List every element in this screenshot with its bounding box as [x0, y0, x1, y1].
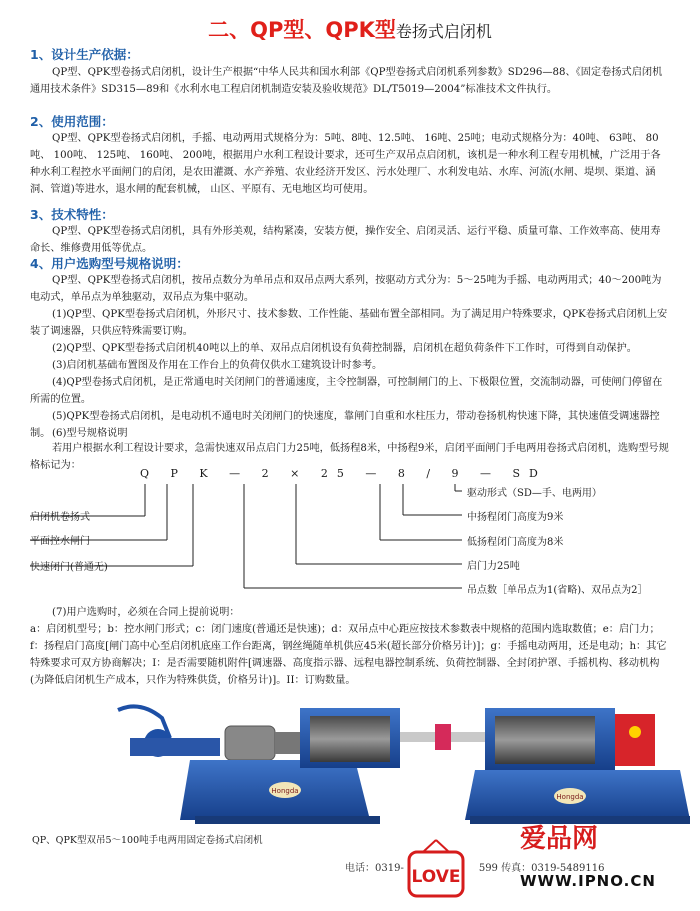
- section-2-text: QP型、QPK型卷扬式启闭机，手摇、电动两用式规格分为：5吨、8吨、12.5吨、 16吨、25吨；电动式规格分为：40吨、 63吨、 80吨、 100吨、 125吨、 160吨、 200吨，根据用户水利工程设计要求，还可生产双吊点启闭机，该机是一种水利工程专用机械，广泛用于各种水利工程控水平面闸门的启闭，是农田灌溉、水产养殖、农业经济开发区、污水处理厂、水利发电站、水库、河流(水闸、堤坝、渠道、涵洞、管道)等进水，退水闸的配套机械， 山区、平原有、无电地区均可使用。: [30, 133, 661, 195]
- section-4-item-7-text: a：启闭机型号；b：控水闸门形式；c：闭门速度(普通还是快速)；d：双吊点中心距应按技术参数表中规格的范围内选取数值；e：启门力；f：扬程启门高度[闸门高中心至启闭机底座工作台距离，钢丝绳随单机供应45米(超长部分价格另计)]；g：手摇电动两用，还是电动；h：其它特殊要求可双方协商解决；I：是否需要随机附件[调速器、高度指示器、远程电器控制系统、负荷控制器、全封闭护罩、手摇机构、移动机构(为降低启闭机生产成本，只作为特殊供货，价格另计)]。II：订购数量。: [30, 624, 667, 686]
- section-4-item-6-title: (6)型号规格说明: [52, 428, 128, 439]
- section-3-text: QP型、QPK型卷扬式启闭机，具有外形美观，结构紧凑，安装方便，操作安全、启闭灵活、运行平稳、质量可靠、工作效率高、使用寿命长、维修费用低等优点。: [30, 226, 661, 254]
- section-4-item-1: (1)QP型、QPK型卷扬式启闭机，外形尺寸、技术参数、工作性能、基础布置全部相同。为了满足用户特殊要求，QPK卷扬式启闭机上安装了调速器，只供应特殊需要订购。: [30, 309, 668, 337]
- brand-logo-text: 爱品网: [520, 824, 599, 854]
- love-badge-text: LOVE: [411, 867, 461, 887]
- code-label-left-1: 启闭机卷扬式: [30, 512, 90, 523]
- code-label-right-2: 中扬程闭门高度为9米: [467, 512, 564, 523]
- nameplate-left: Hongda: [271, 787, 299, 795]
- title-sub: 卷扬式启闭机: [395, 22, 492, 41]
- section-4-item-6-text: 若用户根据水利工程设计要求，急需快速双吊点启门力25吨，低扬程8米，中扬程9米，启闭平面闸门手电两用卷扬式启闭机，选购型号规格标记为：: [30, 443, 669, 471]
- section-1-text: QP型、QPK型卷扬式启闭机，设计生产根据“中华人民共和国水利部《QP型卷扬式启闭机系列参数》SD296—88、《固定卷扬式启闭机通用技术条件》SD315—89和《水利水电工程启闭机制造安装及验收规范》DL/T5019—2004”标准技术文件执行。: [30, 67, 663, 95]
- section-4-item-3: (3)启闭机基础布置图及作用在工作台上的负荷仅供水工建筑设计时参考。: [52, 360, 383, 371]
- brand-url: WWW.IPNO.CN: [520, 872, 656, 890]
- section-4-item-7-title: (7)用户选购时，必须在合同上提前说明：: [52, 607, 240, 618]
- love-badge-icon: [405, 838, 467, 900]
- photo-caption: QP、QPK型双吊5～100吨手电两用固定卷扬式启闭机: [32, 835, 263, 846]
- code-label-left-2: 平面控水闸门: [30, 536, 90, 547]
- code-label-left-3: 快速闭门(普通无): [30, 562, 108, 573]
- section-4-item-4: (4)QP型卷扬式启闭机，是正常通电时关闭闸门的普通速度，主令控制器，可控制闸门的上、下极限位置，交流制动器，可使闸门停留在所需的位置。: [30, 377, 663, 405]
- title-main: 二、QP型、QPK型: [208, 18, 396, 42]
- code-label-right-4: 启门力25吨: [467, 561, 520, 572]
- hoist-machine-photo: [100, 698, 695, 828]
- section-heading-2: 2、使用范围：: [30, 114, 114, 129]
- contact-phone: 电话：0319-: [345, 863, 404, 874]
- model-code: Q P K — 2 × 25 — 8 / 9 — SD: [140, 467, 547, 480]
- nameplate-right: Hongda: [556, 793, 584, 801]
- code-label-right-1: 驱动形式（SD—手、电两用）: [467, 488, 602, 499]
- code-label-right-5: 吊点数［单吊点为1(省略)、双吊点为2］: [467, 585, 648, 596]
- section-heading-1: 1、设计生产依据：: [30, 47, 139, 62]
- code-label-right-3: 低扬程闭门高度为8米: [467, 537, 564, 548]
- section-heading-4: 4、用户选购型号规格说明：: [30, 256, 189, 271]
- section-4-item-2: (2)QP型、QPK型卷扬式启闭机40吨以上的单、双吊点启闭机设有负荷控制器，启闭机在超负荷条件下工作时，可得到自动保护。: [52, 343, 637, 354]
- section-4-intro: QP型、QPK型卷扬式启闭机，按吊点数分为单吊点和双吊点两大系列，按驱动方式分为：5～25吨为手摇、电动两用式；40～200吨为电动式，单吊点为单独驱动，双吊点为集中驱动。: [30, 275, 662, 303]
- contact-fax: 599 传真：0319-5489116: [478, 863, 605, 874]
- section-4-item-5: (5)QPK型卷扬式启闭机，是电动机不通电时关闭闸门的快速度，靠闸门自重和水柱压力，带动卷扬机构快速下降，其快速值受调速器控制。: [30, 411, 660, 439]
- section-heading-3: 3、技术特性：: [30, 207, 114, 222]
